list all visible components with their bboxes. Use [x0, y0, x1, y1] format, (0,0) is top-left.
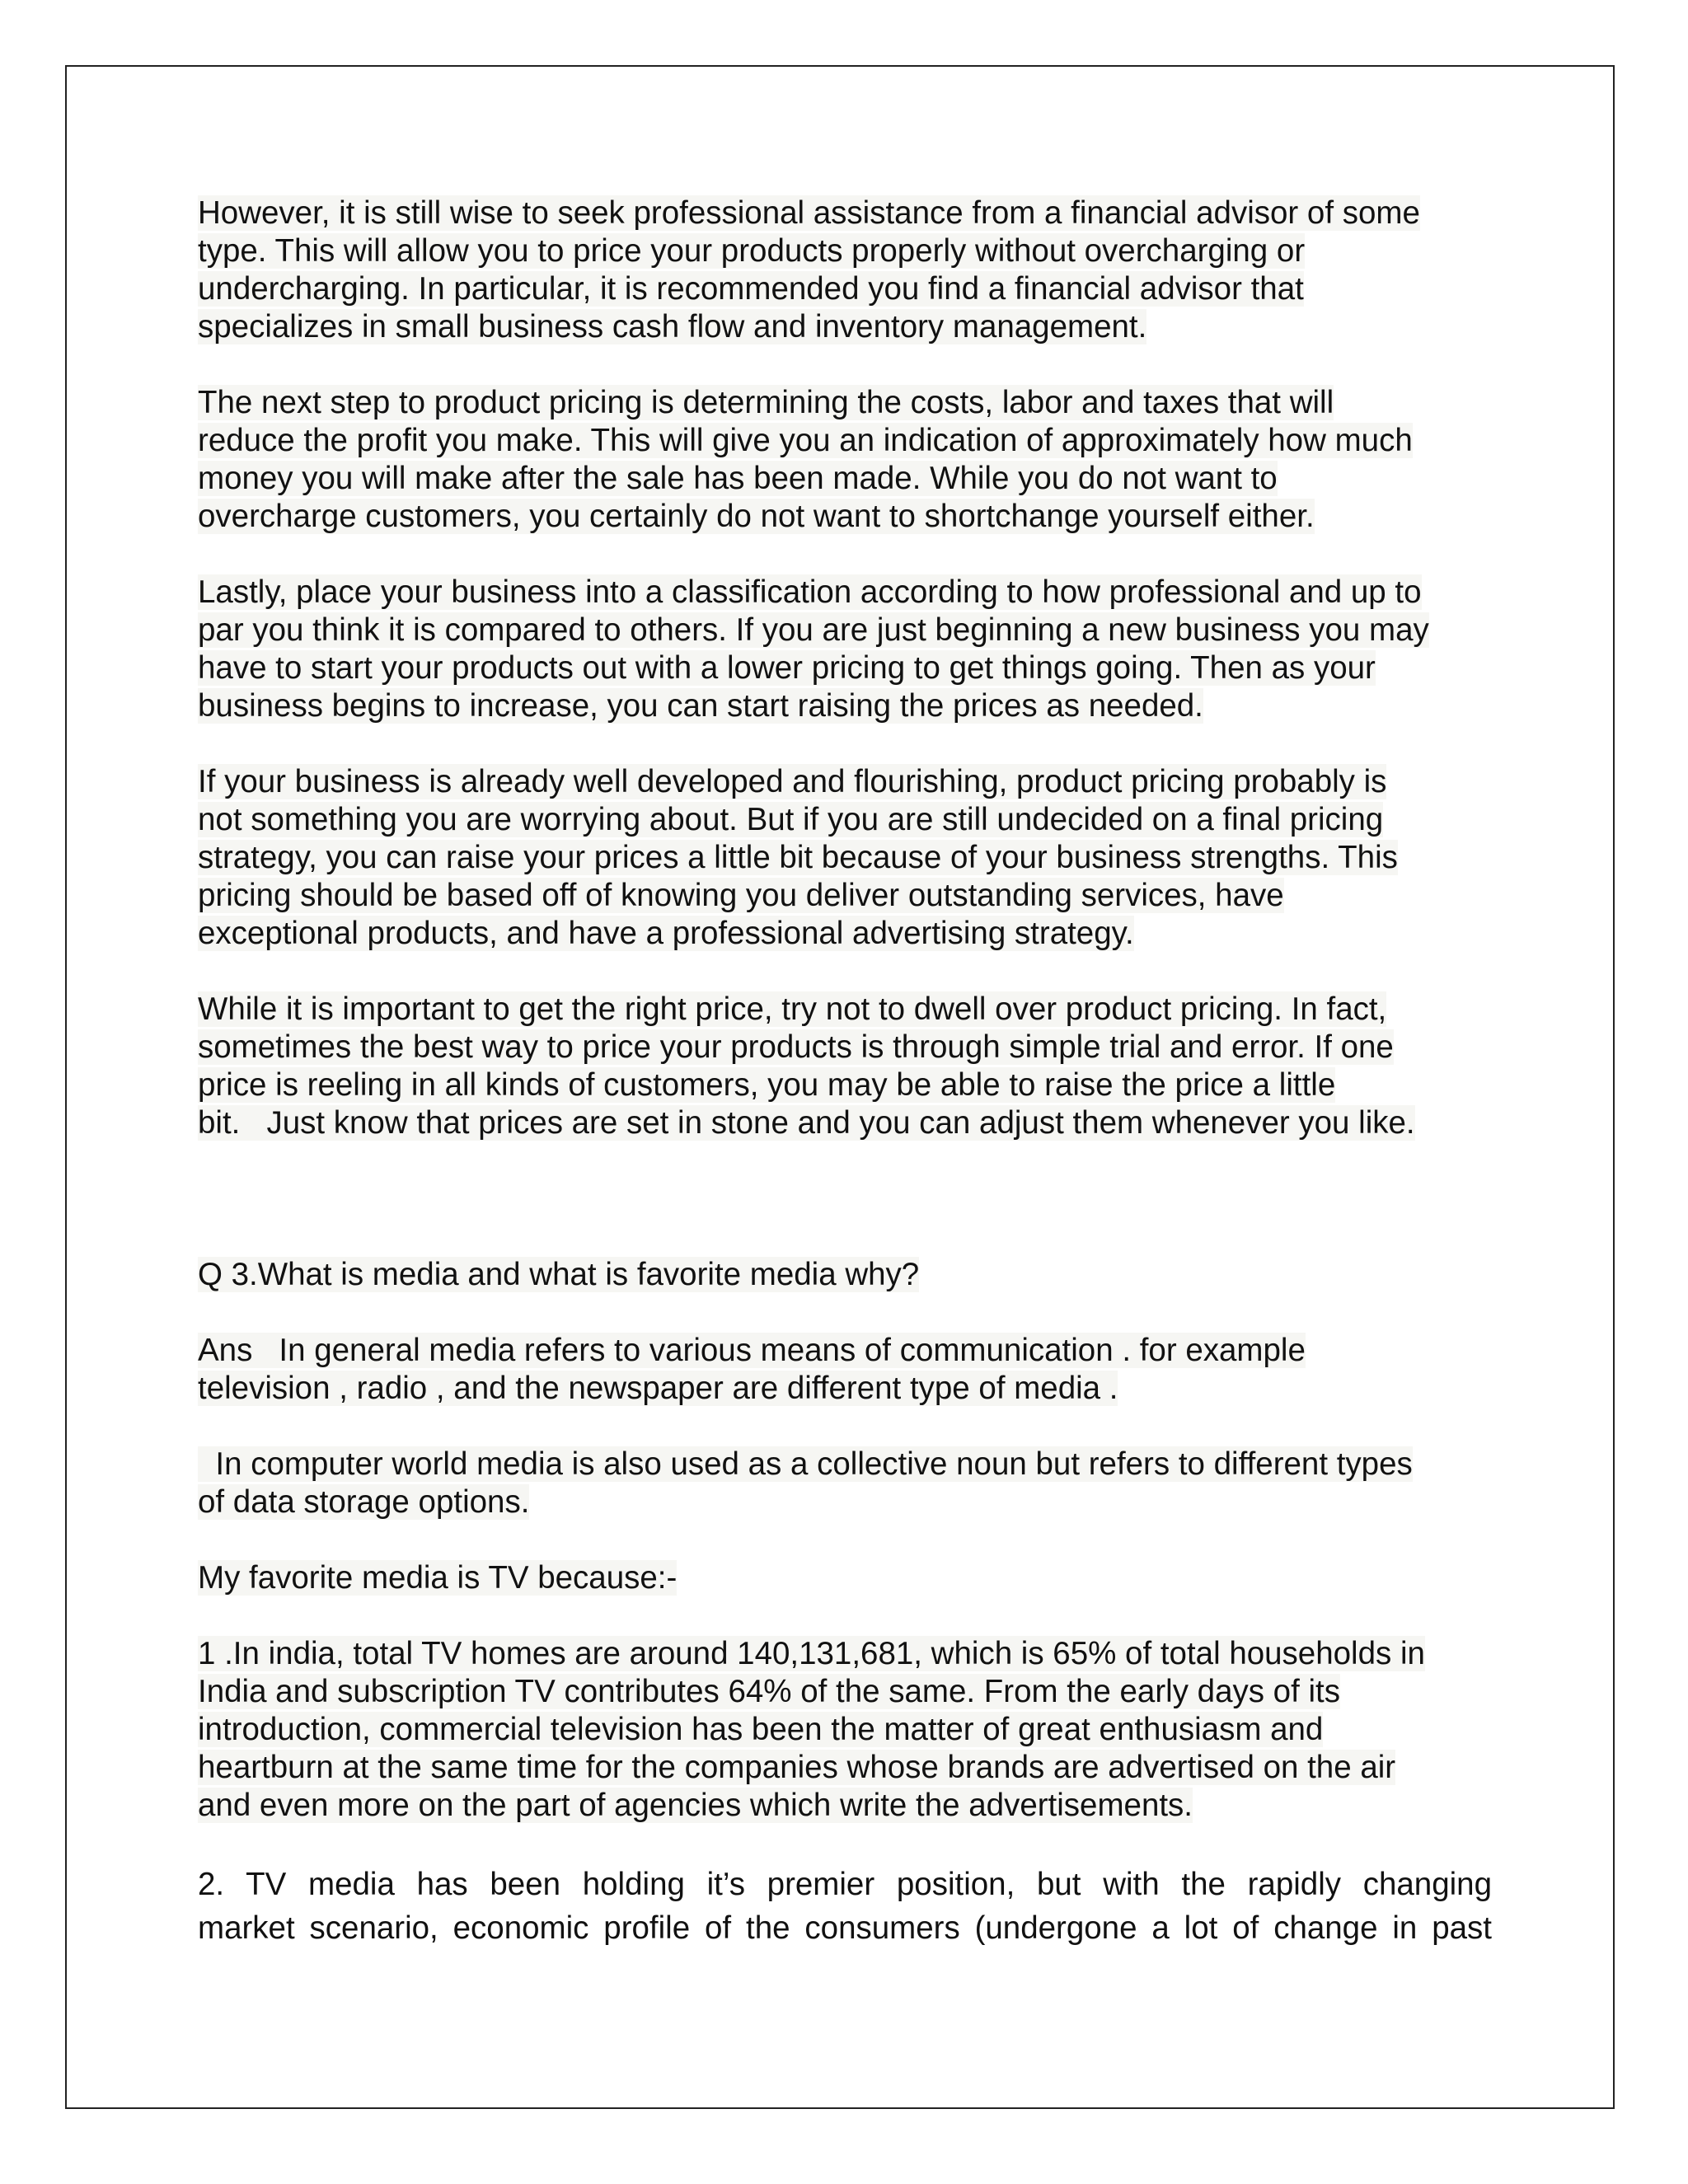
text-line: money you will make after the sale has been made. While you do not want to — [198, 461, 1278, 496]
text-line: undercharging. In particular, it is recommended you find a financial advisor that — [198, 271, 1304, 307]
text-line: of data storage options. — [198, 1484, 530, 1520]
text-line: exceptional products, and have a professional advertising strategy. — [198, 916, 1134, 951]
text-line: strategy, you can raise your prices a little bit because of your business strengths. This — [198, 840, 1398, 875]
text-line: sometimes the best way to price your products is through simple trial and error. If one — [198, 1029, 1394, 1065]
text-line: overcharge customers, you certainly do not want to shortchange yourself either. — [198, 499, 1315, 534]
text-line: specializes in small business cash flow and inventory management. — [198, 309, 1147, 344]
text-line: If your business is already well developed and flourishing, product pricing probably is — [198, 764, 1387, 799]
text-line: and even more on the part of agencies which write the advertisements. — [198, 1788, 1193, 1823]
text-line: have to start your products out with a lower pricing to get things going. Then as your — [198, 650, 1376, 686]
text-line: market scenario, economic profile of the consumers (undergone a lot of change in past — [198, 1910, 1492, 1946]
text-line: My favorite media is TV because:- — [198, 1560, 678, 1596]
text-line: The next step to product pricing is determining the costs, labor and taxes that will — [198, 385, 1334, 420]
text-line: In computer world media is also used as a collective noun but refers to different types — [198, 1446, 1413, 1482]
text-line: 1 .In india, total TV homes are around 140,131,681, which is 65% of total households in — [198, 1636, 1425, 1671]
text-line: Ans In general media refers to various means of communication . for example — [198, 1333, 1306, 1368]
paragraph-well-developed — [198, 763, 1492, 953]
text-line: not something you are worrying about. But if you are still undecided on a final pricing — [198, 802, 1384, 837]
question-text: Q 3.What is media and what is favorite media why? — [198, 1257, 920, 1292]
text-line: heartburn at the same time for the companies whose brands are advertised on the air — [198, 1750, 1396, 1785]
paragraph-classification — [198, 574, 1492, 725]
text-line: India and subscription TV contributes 64% of the same. From the early days of its — [198, 1674, 1340, 1709]
text-line: pricing should be based off of knowing you deliver outstanding services, have — [198, 878, 1284, 913]
text-line: price is reeling in all kinds of customers, you may be able to raise the price a little — [198, 1067, 1336, 1103]
paragraph-financial-advisor — [198, 194, 1492, 346]
text-line: par you think it is compared to others. If you are just beginning a new business you may — [198, 612, 1429, 648]
answer-paragraph — [198, 1332, 1492, 1408]
text-line: Lastly, place your business into a classification according to how professional and up to — [198, 574, 1422, 610]
text-line: television , radio , and the newspaper are different type of media . — [198, 1371, 1118, 1406]
question-heading — [198, 1256, 1492, 1294]
text-line: introduction, commercial television has been the matter of great enthusiasm and — [198, 1712, 1324, 1747]
text-line: business begins to increase, you can start raising the prices as needed. — [198, 688, 1203, 724]
text-line: reduce the profit you make. This will give you an indication of approximately how much — [198, 423, 1413, 458]
text-line: type. This will allow you to price your products properly without overcharging or — [198, 233, 1306, 269]
favorite-media-line — [198, 1559, 1492, 1597]
computer-media-paragraph — [198, 1446, 1492, 1521]
paragraph-right-price — [198, 991, 1492, 1142]
text-line: 2. TV media has been holding it’s premier position, but with the rapidly changing — [198, 1867, 1492, 1902]
point-2-paragraph — [198, 1863, 1492, 1950]
text-line: While it is important to get the right price, try not to dwell over product pricing. In fact, — [198, 991, 1387, 1027]
document-body — [198, 194, 1492, 1988]
text-line: However, it is still wise to seek professional assistance from a financial advisor of some — [198, 195, 1420, 231]
text-line: bit. Just know that prices are set in stone and you can adjust them whenever you like. — [198, 1105, 1415, 1141]
point-1-paragraph — [198, 1635, 1492, 1825]
paragraph-next-step — [198, 384, 1492, 536]
section-spacer — [198, 1180, 1492, 1256]
